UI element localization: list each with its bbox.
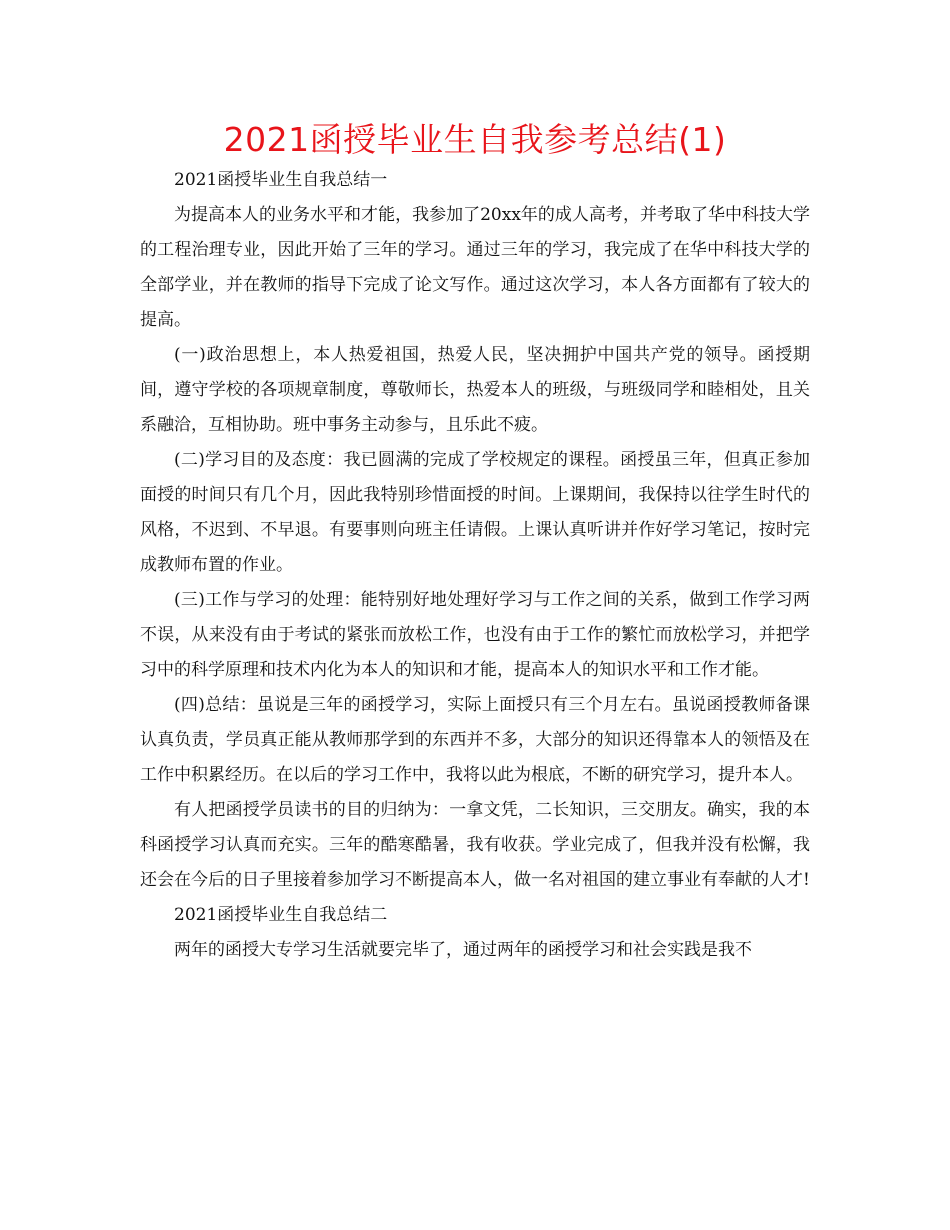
paragraph: (三)工作与学习的处理：能特别好地处理好学习与工作之间的关系，做到工作学习两不误，从来没有由于考试的紧张而放松工作，也没有由于工作的繁忙而放松学习，并把学习中的科学原理和技术内化为本人的知识和才能，提高本人的知识水平和工作才能。: [140, 590, 810, 680]
paragraph: (二)学习目的及态度：我已圆满的完成了学校规定的课程。函授虽三年，但真正参加面授的时间只有几个月，因此我特别珍惜面授的时间。上课期间，我保持以往学生时代的风格，不迟到、不早退。有要事则向班主任请假。上课认真听讲并作好学习笔记，按时完成教师布置的作业。: [140, 450, 810, 575]
section-heading: 2021函授毕业生自我总结一: [174, 170, 388, 190]
paragraph: 两年的函授大专学习生活就要完毕了，通过两年的函授学习和社会实践是我不: [174, 940, 752, 960]
paragraph: (一)政治思想上，本人热爱祖国，热爱人民，坚决拥护中国共产党的领导。函授期间，遵守学校的各项规章制度，尊敬师长，热爱本人的班级，与班级同学和睦相处，且关系融洽，互相协助。班中事务主动参与，且乐此不疲。: [140, 345, 810, 435]
paragraph: (四)总结：虽说是三年的函授学习，实际上面授只有三个月左右。虽说函授教师备课认真负责，学员真正能从教师那学到的东西并不多，大部分的知识还得靠本人的领悟及在工作中积累经历。在以后的学习工作中，我将以此为根底，不断的研究学习，提升本人。: [140, 695, 810, 785]
paragraph: 有人把函授学员读书的目的归纳为：一拿文凭，二长知识，三交朋友。确实，我的本科函授学习认真而充实。三年的酷寒酷暑，我有收获。学业完成了，但我并没有松懈，我还会在今后的日子里接着参加学习不断提高本人，做一名对祖国的建立事业有奉献的人才!: [140, 800, 810, 890]
document-body: [140, 163, 810, 968]
paragraph: 为提高本人的业务水平和才能，我参加了20xx年的成人高考，并考取了华中科技大学的工程治理专业，因此开始了三年的学习。通过三年的学习，我完成了在华中科技大学的全部学业，并在教师的指导下完成了论文写作。通过这次学习，本人各方面都有了较大的提高。: [140, 205, 810, 330]
section-heading: 2021函授毕业生自我总结二: [174, 905, 388, 925]
document-title: 2021函授毕业生自我参考总结(1): [223, 120, 727, 159]
